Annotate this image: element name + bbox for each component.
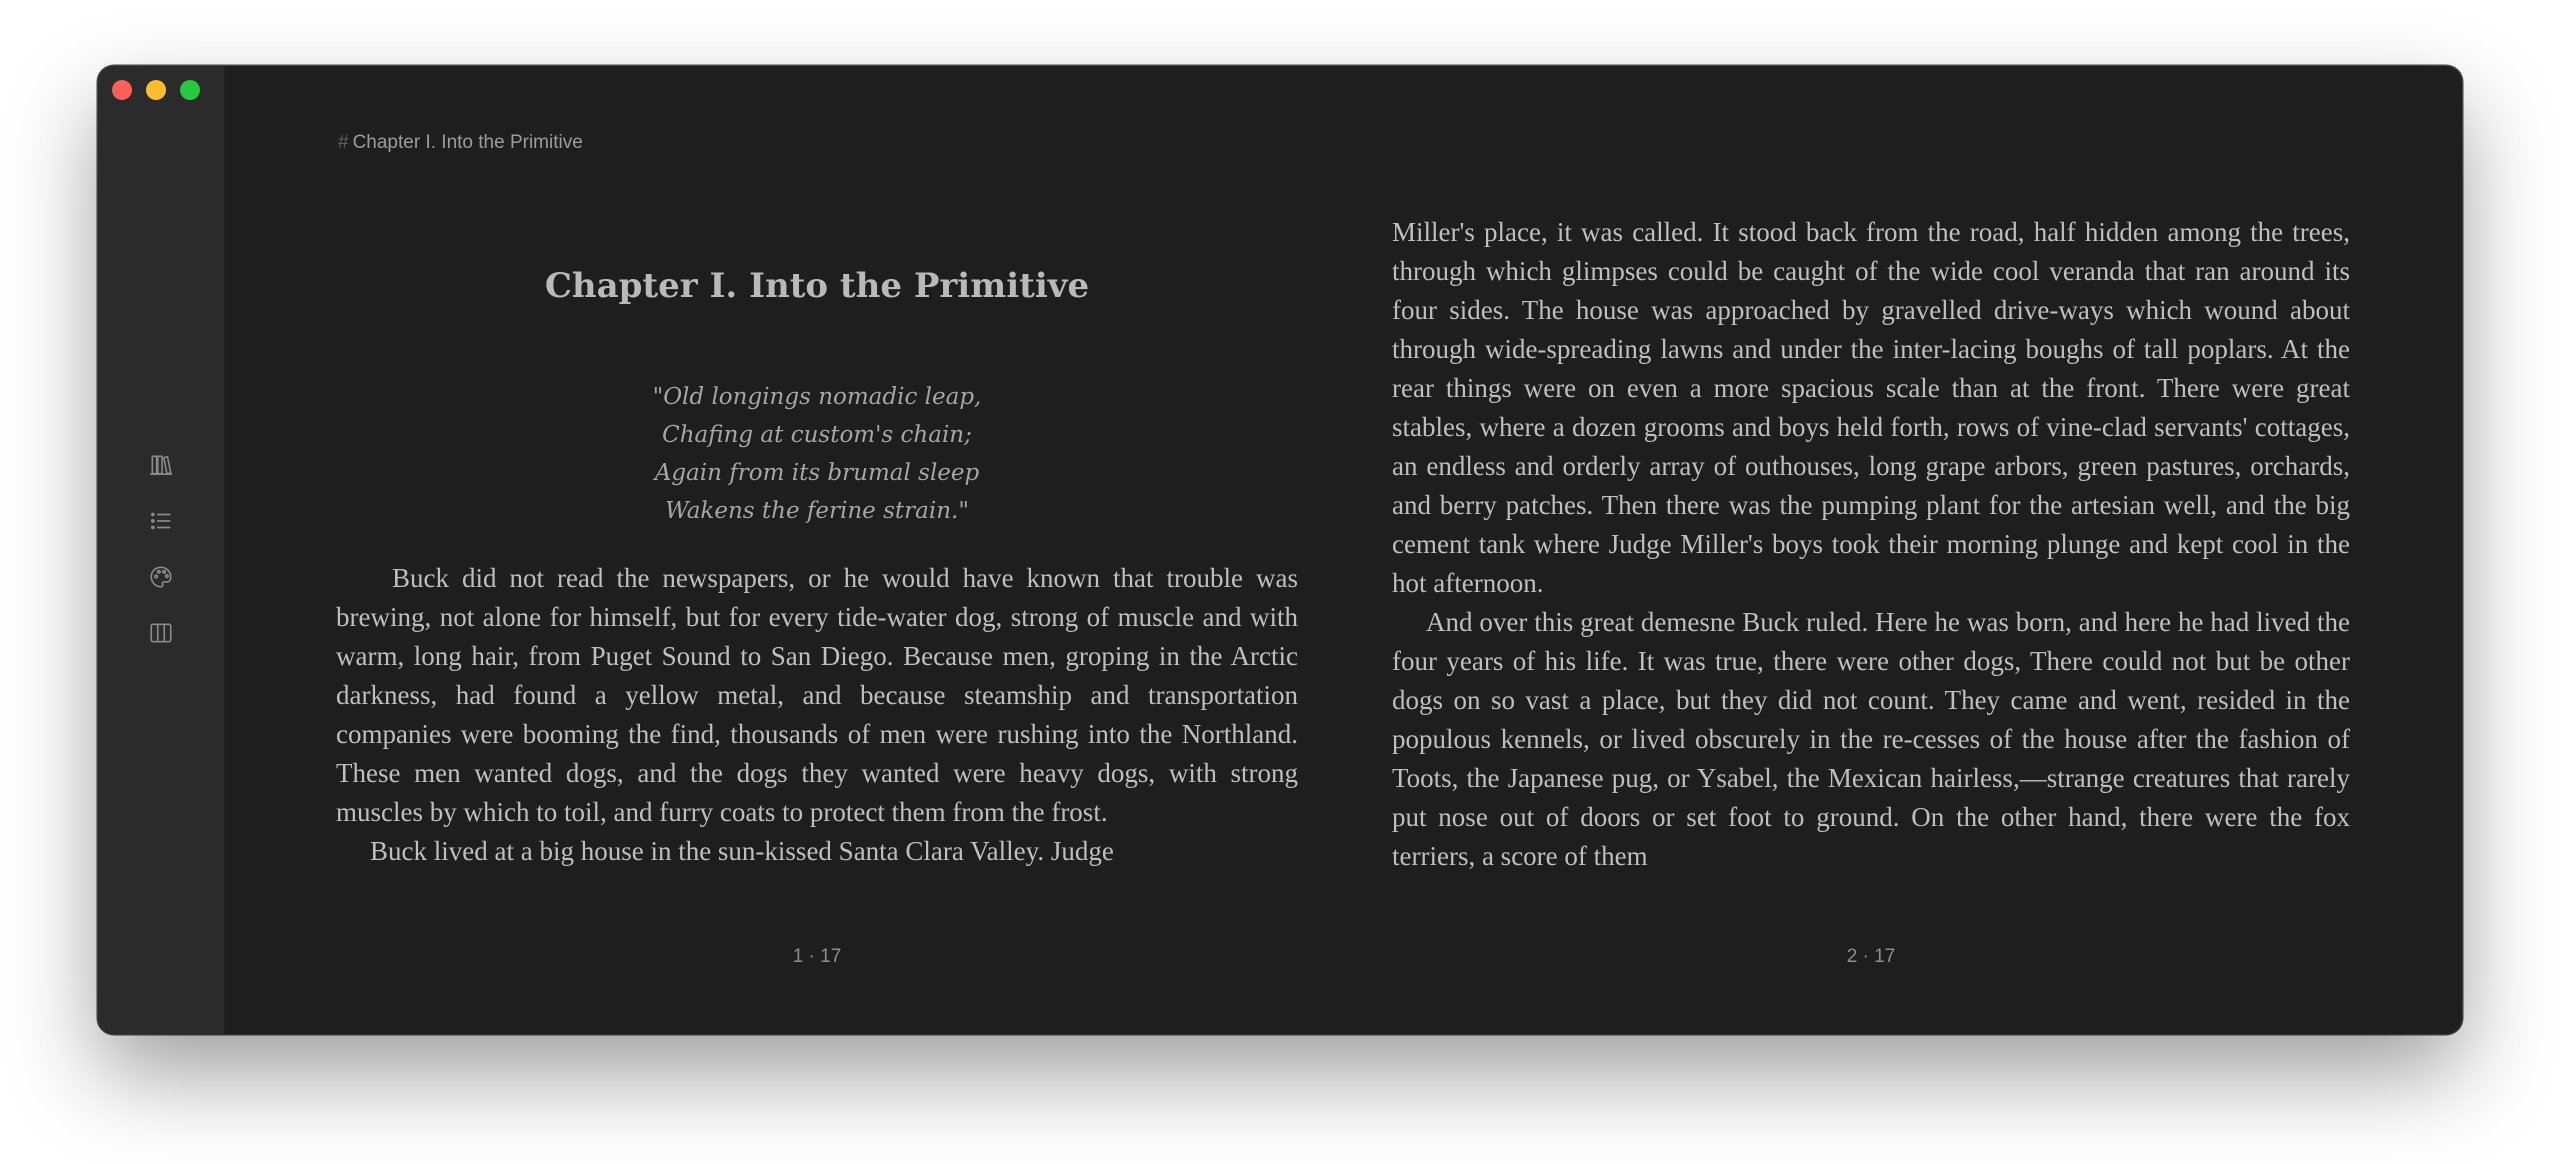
list-icon[interactable] — [146, 506, 176, 536]
right-page — [1392, 66, 2350, 1034]
left-page-text — [336, 559, 1298, 871]
reader-window — [98, 66, 2462, 1034]
page-number: 1 · 17 — [792, 946, 842, 967]
minimize-button[interactable] — [146, 80, 166, 100]
page-number: 2 · 17 — [1846, 946, 1896, 967]
paragraph: Buck lived at a big house in the sun-kissed Santa Clara Valley. Judge — [370, 836, 1114, 866]
chapter-title: Chapter I. Into the Primitive — [544, 266, 1090, 306]
paragraph: Miller's place, it was called. It stood back from the road, half hidden among the trees, through which glimpses could be caught of the wide cool veranda that ran around its four sides. The house was approached by gravelled drive-ways which wound about through wide-spreading lawns and under the inter-lacing boughs of tall poplars. At the rear things were on even a more spacious scale than at the front. There were great stables, where a dozen grooms and boys held forth, rows of vine-clad servants' cottages, an endless and orderly array of outhouses, long grape arbors, green pastures, orchards, and berry patches. Then there was the pumping plant for the artesian well, and the big cement tank where Judge Miller's boys took their morning plunge and kept cool in the hot afternoon. — [1392, 217, 2350, 598]
epigraph — [336, 378, 1298, 530]
epigraph-line: "Old longings nomadic leap, — [652, 384, 982, 410]
paragraph: And over this great demesne Buck ruled. Here he was born, and here he had lived the four years of his life. It was true, there were other dogs, There could not but be other dogs on so vast a place, but they did not count. They came and went, resided in the populous kennels, or lived obscurely in the re-cesses of the house after the fashion of Toots, the Japanese pug, or Ysabel, the Mexican hairless,—strange creatures that rarely put nose out of doors or set foot to ground. On the other hand, there were the fox terriers, a score of them — [1392, 607, 2350, 871]
zoom-button[interactable] — [180, 80, 200, 100]
left-page — [336, 66, 1298, 1034]
columns-icon[interactable] — [146, 618, 176, 648]
palette-icon[interactable] — [146, 562, 176, 592]
close-button[interactable] — [112, 80, 132, 100]
epigraph-line: Wakens the ferine strain." — [665, 498, 969, 524]
epigraph-line: Chafing at custom's chain; — [662, 422, 972, 448]
epigraph-line: Again from its brumal sleep — [654, 460, 980, 486]
breadcrumb-chapter: Chapter I. Into the Primitive — [352, 132, 583, 153]
sidebar — [98, 66, 225, 1034]
heading-hash: # — [338, 132, 349, 153]
paragraph: Buck did not read the newspapers, or he would have known that trouble was brewing, not alone for himself, but for every tide-water dog, strong of muscle and with warm, long hair, from Puget Sound to San Diego. Because men, groping in the Arctic darkness, had found a yellow metal, and because steamship and transportation companies were booming the find, thousands of men were rushing into the Northland. These men wanted dogs, and the dogs they wanted were heavy dogs, with strong muscles by which to toil, and furry coats to protect them from the frost. — [336, 563, 1298, 827]
right-page-text — [1392, 213, 2350, 876]
library-icon[interactable] — [146, 450, 176, 480]
